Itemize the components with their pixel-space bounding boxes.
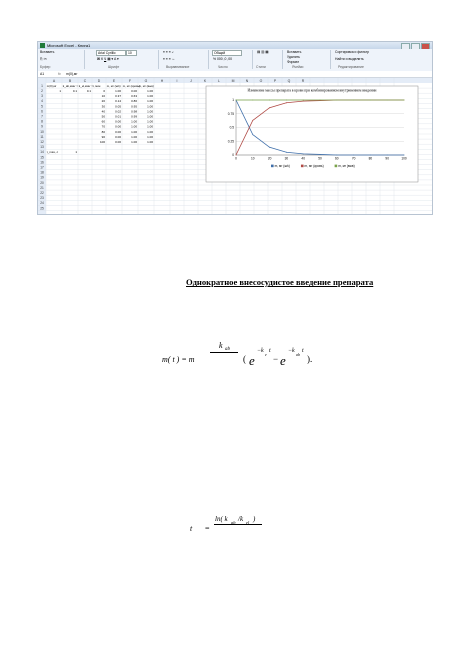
table-cell: 0.02 bbox=[115, 109, 121, 114]
row-header-25: 25 bbox=[40, 206, 44, 211]
exponent-1: −k bbox=[257, 348, 264, 354]
row-header-20: 20 bbox=[40, 180, 44, 185]
x-tick-label: 10 bbox=[251, 156, 255, 161]
window-titlebar bbox=[38, 42, 432, 49]
row-header-13: 13 bbox=[40, 145, 44, 150]
excel-icon bbox=[40, 43, 45, 48]
x-tick-label: 20 bbox=[267, 156, 272, 161]
column-header-D: D bbox=[97, 78, 101, 83]
x-tick-label: 50 bbox=[318, 156, 322, 161]
column-header-B: B bbox=[68, 78, 72, 83]
row-header-12: 12 bbox=[40, 140, 44, 144]
series-point-3 bbox=[320, 100, 321, 101]
formula2-num-end: ) bbox=[253, 515, 256, 523]
table-cell: 0.14 bbox=[115, 99, 121, 104]
table-header-cell: k_ab,мин⁻¹ bbox=[62, 83, 78, 88]
x-tick-label: 40 bbox=[301, 156, 305, 161]
legend-label-1: m, мг (ж/к) bbox=[274, 164, 290, 168]
table-cell: 1.00 bbox=[131, 129, 137, 134]
x-tick-label: 30 bbox=[284, 156, 289, 161]
exponent-2-t: t bbox=[302, 348, 304, 354]
series-point-1 bbox=[303, 153, 304, 154]
column-header-A: A bbox=[52, 78, 56, 83]
series-point-2 bbox=[236, 155, 237, 156]
fraction-bar-2 bbox=[214, 524, 262, 525]
bold-italic-underline-icons[interactable]: Ж К Ч ▦ ▾ A ▾ bbox=[97, 57, 119, 61]
formula2-lhs: t bbox=[190, 524, 193, 533]
series-point-1 bbox=[404, 155, 405, 156]
column-header-R: R bbox=[301, 78, 305, 83]
column-header-P: P bbox=[273, 78, 277, 83]
row-header-21: 21 bbox=[40, 185, 44, 190]
table-cell: 60 bbox=[101, 119, 105, 124]
row-header-9: 9 bbox=[41, 124, 43, 129]
window-title: Microsoft Excel - Книга1 bbox=[47, 43, 91, 48]
row-header-3: 3 bbox=[41, 94, 43, 99]
table-cell: 1.00 bbox=[115, 89, 121, 93]
section-heading: Однократное внесосудистое введение препарата bbox=[186, 277, 374, 287]
percent-icons[interactable]: % 000 ,0 ,00 bbox=[213, 57, 233, 61]
x-tick-label: 100 bbox=[401, 156, 407, 161]
series-point-3 bbox=[252, 100, 253, 101]
table-cell: 30 bbox=[101, 104, 105, 109]
exponent-1-sub: e bbox=[265, 352, 267, 357]
table-cell: 1.00 bbox=[147, 114, 153, 119]
exponent-1-t: t bbox=[269, 348, 271, 354]
row-header-1: 1 bbox=[41, 83, 43, 88]
table-cell: 1.00 bbox=[147, 140, 153, 144]
series-point-3 bbox=[387, 100, 388, 101]
formula-bar bbox=[38, 71, 432, 78]
row-header-16: 16 bbox=[40, 160, 44, 165]
group-label-number: Число bbox=[218, 65, 228, 69]
row-header-22: 22 bbox=[40, 191, 44, 195]
legend-label-2: m, мг (кровь) bbox=[304, 164, 324, 168]
table-cell: 0.00 bbox=[115, 119, 121, 124]
x-tick-label: 80 bbox=[368, 156, 373, 161]
row-header-14: 14 bbox=[40, 150, 44, 155]
row-header-11: 11 bbox=[40, 134, 44, 139]
table-cell: 1.00 bbox=[147, 94, 153, 99]
legend-swatch-2 bbox=[301, 165, 304, 168]
y-tick-label: 0.25 bbox=[227, 139, 234, 144]
table-cell: 1.00 bbox=[131, 124, 137, 129]
ribbon-toolbar bbox=[38, 49, 432, 72]
row-header-7: 7 bbox=[41, 114, 43, 119]
table-header-cell: m(0),мг bbox=[46, 83, 57, 88]
divider bbox=[252, 50, 253, 69]
table-cell: 1.00 bbox=[147, 99, 153, 104]
legend-swatch-1 bbox=[271, 165, 274, 168]
table-cell: 0.95 bbox=[131, 104, 137, 109]
table-cell: 0.37 bbox=[115, 94, 121, 99]
y-tick-label: 1 bbox=[232, 98, 234, 103]
column-header-M: M bbox=[231, 78, 235, 83]
series-point-3 bbox=[353, 100, 354, 101]
insert-cells-button[interactable]: Вставить bbox=[287, 50, 302, 54]
format-cells-button[interactable]: Формат bbox=[287, 60, 300, 64]
row-header-6: 6 bbox=[41, 109, 43, 114]
table-cell: 1.00 bbox=[131, 134, 137, 139]
row-header-23: 23 bbox=[40, 196, 44, 201]
tmax-value: 1 bbox=[75, 150, 77, 155]
formula-numerator-sub: ab bbox=[225, 347, 230, 352]
column-header-G: G bbox=[144, 78, 148, 83]
divider bbox=[84, 50, 85, 69]
paren-close: ). bbox=[307, 354, 313, 364]
formula-lhs: m( t ) = m bbox=[162, 355, 195, 364]
x-tick-label: 90 bbox=[385, 156, 389, 161]
x-tick-label: 60 bbox=[335, 156, 339, 161]
find-select-button[interactable]: Найти и выделить bbox=[335, 57, 364, 61]
name-box[interactable]: A1 bbox=[40, 72, 45, 76]
series-point-1 bbox=[387, 155, 388, 156]
series-point-1 bbox=[269, 147, 270, 148]
row-header-2: 2 bbox=[41, 89, 43, 93]
row-header-15: 15 bbox=[40, 155, 44, 160]
delete-cells-button[interactable]: Удалить bbox=[287, 55, 300, 59]
row-header-4: 4 bbox=[41, 99, 43, 104]
series-point-3 bbox=[370, 100, 371, 101]
group-label-editing: Редактирование bbox=[338, 65, 364, 69]
table-cell: 70 bbox=[101, 124, 105, 129]
table-cell: 0.00 bbox=[115, 124, 121, 129]
align-icons[interactable]: ≡ ≡ ≡ ⤶ bbox=[163, 50, 174, 54]
formula2-num-sub2: el bbox=[246, 520, 250, 525]
formula-input[interactable]: m(0),мг bbox=[66, 72, 78, 76]
formula-numerator: k bbox=[219, 341, 223, 350]
exp-base-2: e bbox=[280, 353, 286, 368]
series-point-2 bbox=[303, 101, 304, 102]
worksheet-grid[interactable] bbox=[38, 78, 432, 214]
styles-icons[interactable]: ▤ ▥ ▦ bbox=[257, 50, 269, 54]
column-header-F: F bbox=[128, 78, 132, 83]
fraction-bar bbox=[210, 352, 238, 353]
column-header-E: E bbox=[112, 78, 116, 83]
divider bbox=[158, 50, 159, 69]
x-tick-label: 0 bbox=[235, 156, 237, 161]
table-cell: 0.00 bbox=[115, 140, 121, 144]
exponent-2-sub: ab bbox=[296, 352, 300, 357]
series-point-2 bbox=[269, 107, 270, 108]
spreadsheet-screenshot bbox=[37, 41, 433, 215]
series-point-3 bbox=[269, 100, 270, 101]
param-cell: 0.1 bbox=[72, 89, 77, 93]
row-header-10: 10 bbox=[40, 129, 44, 134]
table-cell: 1.00 bbox=[147, 109, 153, 114]
table-header-cell: m, мг (кровь) bbox=[122, 83, 141, 88]
series-point-3 bbox=[286, 100, 287, 101]
param-cell: 0.1 bbox=[86, 89, 91, 93]
table-cell: 1.00 bbox=[147, 124, 153, 129]
group-label-cells: Ячейки bbox=[292, 65, 304, 69]
font-name-select[interactable]: Arial Cyrillic bbox=[96, 50, 126, 56]
y-tick-label: 0.5 bbox=[229, 125, 234, 130]
series-point-1 bbox=[336, 155, 337, 156]
table-cell: 1.00 bbox=[131, 140, 137, 144]
sort-filter-button[interactable]: Сортировка и фильтр bbox=[335, 50, 369, 54]
table-cell: 100 bbox=[99, 140, 105, 144]
merge-icons[interactable]: ≡ ≡ ≡ ⇔ bbox=[163, 57, 176, 61]
table-cell: 0 bbox=[103, 89, 105, 93]
table-cell: 20 bbox=[101, 99, 105, 104]
table-cell: 0.00 bbox=[115, 134, 121, 139]
legend-label-3: m, мг (выв) bbox=[338, 164, 355, 168]
table-cell: 0.98 bbox=[131, 109, 137, 114]
group-label-alignment: Выравнивание bbox=[166, 65, 190, 69]
group-label-font: Шрифт bbox=[108, 65, 120, 69]
column-header-K: K bbox=[203, 78, 207, 83]
divider bbox=[208, 50, 209, 69]
group-label-styles: Стили bbox=[256, 65, 266, 69]
table-header-cell: m, мг (выв) bbox=[138, 83, 154, 88]
table-header-cell: k_el,мин⁻¹ bbox=[78, 83, 93, 88]
paste-button[interactable]: Вставить bbox=[40, 50, 55, 54]
number-format-select[interactable]: Общий bbox=[212, 50, 242, 56]
table-cell: 1.00 bbox=[147, 129, 153, 134]
table-cell: 0.63 bbox=[131, 94, 137, 99]
column-header-I: I bbox=[176, 78, 178, 83]
y-tick-label: 0 bbox=[232, 153, 234, 158]
row-header-17: 17 bbox=[40, 165, 44, 170]
font-size-select[interactable]: 10 bbox=[126, 50, 137, 56]
divider bbox=[330, 50, 331, 69]
clipboard-icon[interactable]: ⎘ ✂ bbox=[40, 57, 47, 61]
table-cell: 1.00 bbox=[147, 104, 153, 109]
table-cell: 0.86 bbox=[131, 99, 137, 104]
series-point-1 bbox=[320, 154, 321, 155]
column-header-J: J bbox=[190, 78, 192, 83]
table-cell: 50 bbox=[101, 114, 105, 119]
table-cell: 0.99 bbox=[131, 114, 137, 119]
fx-icon[interactable]: fx bbox=[58, 72, 61, 76]
series-point-3 bbox=[303, 100, 304, 101]
table-cell: 0.01 bbox=[115, 114, 121, 119]
row-header-24: 24 bbox=[40, 201, 44, 206]
group-label-clipboard: Буфер bbox=[40, 65, 51, 69]
table-cell: 1.00 bbox=[147, 119, 153, 124]
row-header-8: 8 bbox=[41, 119, 43, 124]
column-header-O: O bbox=[259, 78, 263, 83]
row-header-5: 5 bbox=[41, 104, 43, 109]
table-cell: 0.05 bbox=[115, 104, 121, 109]
row-header-18: 18 bbox=[40, 170, 44, 175]
y-tick-label: 0.75 bbox=[227, 111, 234, 116]
table-cell: 40 bbox=[101, 109, 105, 114]
paren-open: ( bbox=[243, 354, 246, 364]
column-header-N: N bbox=[245, 78, 249, 83]
formula2-eq: = bbox=[205, 524, 210, 533]
table-header-cell: m, мг (ж/к) bbox=[106, 83, 121, 88]
tmax-label: t_max, с bbox=[46, 150, 59, 155]
table-cell: 0.00 bbox=[131, 89, 137, 93]
column-header-Q: Q bbox=[287, 78, 291, 83]
param-cell: 1 bbox=[59, 89, 61, 93]
minus-sign: − bbox=[273, 354, 279, 364]
series-point-1 bbox=[370, 155, 371, 156]
series-point-2 bbox=[286, 102, 287, 103]
table-cell: 80 bbox=[101, 129, 105, 134]
column-header-C: C bbox=[83, 78, 87, 83]
table-cell: 10 bbox=[101, 94, 105, 99]
series-point-1 bbox=[353, 155, 354, 156]
legend-swatch-3 bbox=[335, 165, 338, 168]
row-header-19: 19 bbox=[40, 175, 44, 180]
exponent-2: −k bbox=[288, 348, 295, 354]
x-tick-label: 70 bbox=[351, 156, 356, 161]
table-header-cell: t, мин bbox=[92, 83, 101, 88]
chart-title: Изменение массы препарата в крови при комбинированном внутривенном введении bbox=[247, 88, 377, 93]
series-point-3 bbox=[336, 100, 337, 101]
series-point-2 bbox=[252, 120, 253, 121]
divider bbox=[282, 50, 283, 69]
formula2-num-sub1: ab bbox=[231, 520, 236, 525]
exp-base-1: e bbox=[249, 353, 255, 368]
table-cell: 1.00 bbox=[131, 119, 137, 124]
series-point-1 bbox=[286, 152, 287, 153]
table-cell: 0.00 bbox=[115, 129, 121, 134]
series-point-1 bbox=[252, 134, 253, 135]
series-point-3 bbox=[236, 100, 237, 101]
formula2-num-mid: /k bbox=[238, 515, 244, 523]
formula2-num: ln( k bbox=[215, 515, 228, 523]
series-point-3 bbox=[404, 100, 405, 101]
column-header-H: H bbox=[160, 78, 164, 83]
column-header-L: L bbox=[218, 78, 220, 83]
table-cell: 1.00 bbox=[147, 134, 153, 139]
table-cell: 1.00 bbox=[147, 89, 153, 93]
table-cell: 90 bbox=[101, 134, 105, 139]
